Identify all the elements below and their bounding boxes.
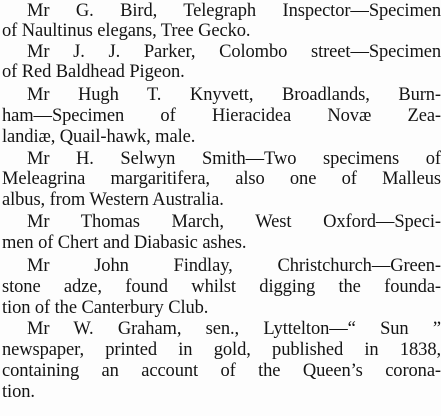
entry-4-line-2: Meleagrina margaritifera, also one of Malleus [2,169,441,189]
entry-6-line-3: tion of the Canterbury Club. [2,298,209,318]
entry-2-line-1: Mr J. J. Parker, Colombo street—Specimen [27,42,441,62]
entry-6-line-2: stone adze, found whilst digging the founda- [2,277,441,297]
entry-2-line-2: of Red Baldhead Pigeon. [2,62,185,82]
entry-7-line-1: Mr W. Graham, sen., Lyttelton—“ Sun ” [27,319,441,339]
entry-4-line-3: albus, from Western Australia. [2,190,224,210]
entry-3-line-3: landiæ, Quail-hawk, male. [2,127,196,147]
entry-4-line-1: Mr H. Selwyn Smith—Two specimens of [27,149,441,169]
entry-3-line-2: ham—Specimen of Hieracidea Novæ Zea- [2,106,441,126]
entry-5-line-1: Mr Thomas March, West Oxford—Speci- [27,212,441,232]
entry-7-line-4: tion. [2,382,35,402]
entry-1-line-2: of Naultinus elegans, Tree Gecko. [2,21,251,41]
entry-3-line-1: Mr Hugh T. Knyvett, Broadlands, Burn- [27,85,441,105]
entry-5-line-2: men of Chert and Diabasic ashes. [2,233,247,253]
entry-6-line-1: Mr John Findlay, Christchurch—Green- [27,256,441,276]
entry-7-line-2: newspaper, printed in gold, published in 1838, [2,340,441,360]
entry-1-line-1: Mr G. Bird, Telegraph Inspector—Specimen [27,1,441,21]
entry-7-line-3: containing an account of the Queen’s corona- [2,361,441,381]
